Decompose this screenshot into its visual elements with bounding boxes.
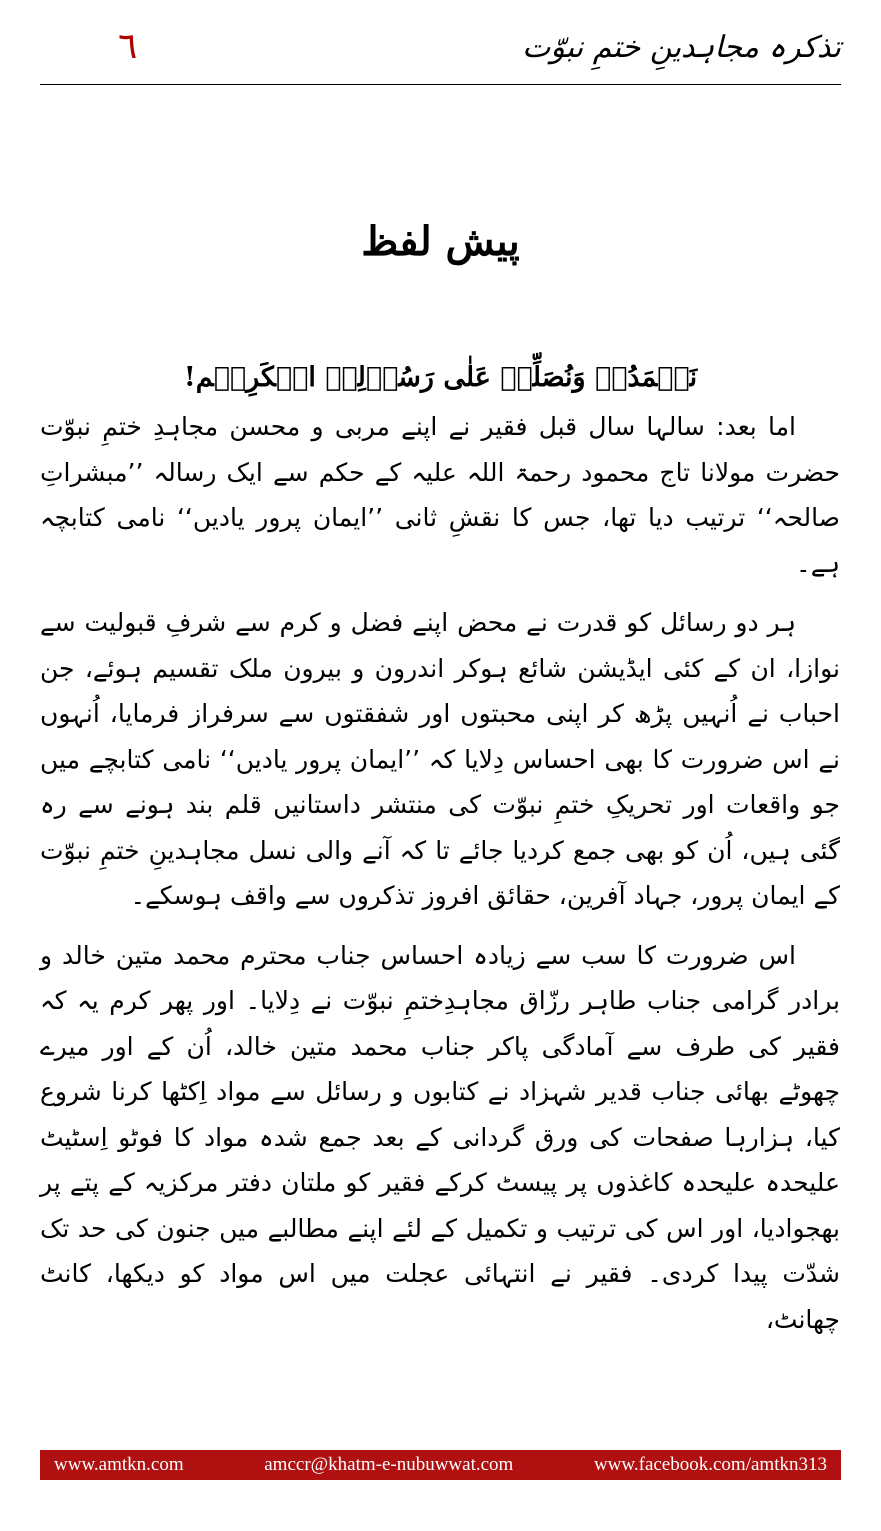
book-title: تذکرہ مجاہدینِ ختمِ نبوّت — [522, 30, 841, 65]
footer-bar — [40, 1450, 841, 1480]
paragraph-1: اما بعد: سالہا سال قبل فقیر نے اپنے مربی و محسن مجاہدِ ختمِ نبوّت حضرت مولانا تاج محمود رحمۃ اللہ علیہ کے حکم سے ایک رسالہ ’’مبشراتِ صالحہ‘‘ ترتیب دیا تھا، جس کا نقشِ ثانی ’’ایمان پرور یادیں‘‘ نامی کتابچہ ہے۔ — [40, 412, 840, 578]
salutation: نَحۡمَدُہٗ وَنُصَلِّیۡ عَلٰی رَسُوۡلِہِ الۡکَرِیۡم! — [183, 362, 698, 393]
footer-website: www.amtkn.com — [54, 1454, 184, 1475]
paragraph-3: اس ضرورت کا سب سے زیادہ احساس جناب محترم محمد متین خالد و برادر گرامی جناب طاہر رزّاق مجاہدِختمِ نبوّت نے دِلایا۔ اور پھر کرم یہ کہ فقیر کی طرف سے آمادگی پاکر جناب محمد متین خالد، اُن کے اور میرے چھوٹے بھائی جناب قدیر شہزاد نے کتابوں و رسائل سے مواد اِکٹھا کرنا شروع کیا، ہزارہا صفحات کی ورق گردانی کے بعد جمع شدہ مواد کا فوٹو اِسٹیٹ علیحدہ علیحدہ کاغذوں پر پیسٹ کرکے فقیر کو ملتان دفتر مرکزیہ کے پتے پر بھجوادیا، اور اس کی ترتیب و تکمیل کے لئے اپنے مطالبے میں جنون کی حد تک شدّت پیدا کردی۔ فقیر نے انتہائی عجلت میں اس مواد کو دیکھا، کانٹ چھانٹ، — [40, 940, 840, 1334]
paragraph-2: ہر دو رسائل کو قدرت نے محض اپنے فضل و کرم سے شرفِ قبولیت سے نوازا، ان کے کئی ایڈیشن شائع ہوکر اندرون و بیرون ملک تقسیم ہوئے، جن احباب نے اُنہیں پڑھ کر اپنی محبتوں اور شفقتوں سے سرفراز فرمایا، اُنہوں نے اس ضرورت کا بھی احساس دِلایا کہ ’’ایمان پرور یادیں‘‘ نامی کتابچے میں جو واقعات اور تحریکِ ختمِ نبوّت کی منتشر داستانیں قلم بند ہونے سے رہ گئی ہیں، اُن کو بھی جمع کردیا جائے تا کہ آنے والی نسل مجاہدینِ ختمِ نبوّت کے ایمان پرور، جہاد آفرین، حقائق افروز تذکروں سے واقف ہوسکے۔ — [40, 608, 840, 910]
footer-email: amccr@khatm-e-nubuwwat.com — [264, 1454, 514, 1475]
page-title: پیش لفظ — [361, 218, 520, 265]
footer-facebook: www.facebook.com/amtkn313 — [593, 1454, 827, 1475]
page-number: ٦ — [118, 26, 138, 67]
page-header — [40, 12, 841, 85]
body-text — [40, 404, 840, 1342]
